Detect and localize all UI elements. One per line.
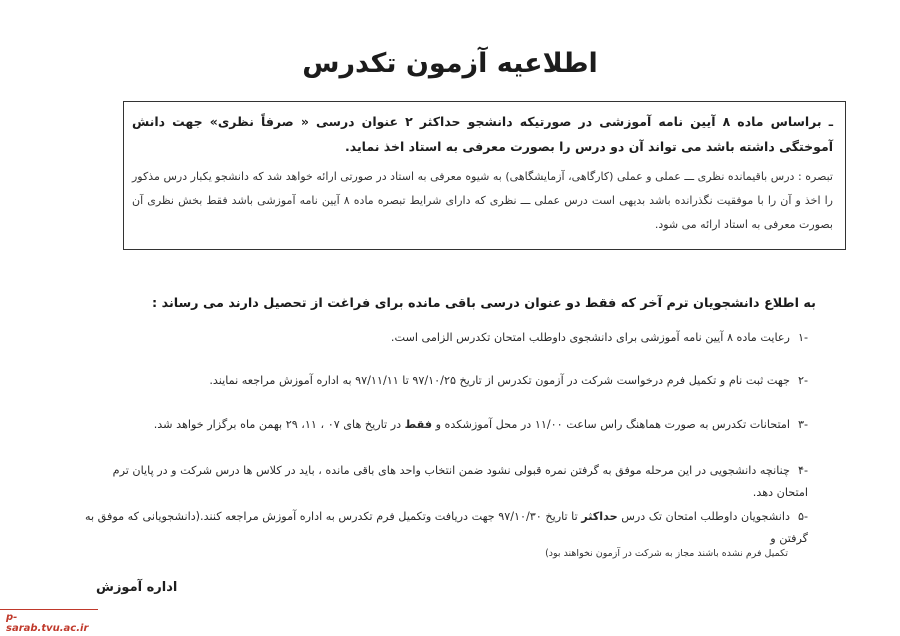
item-number: -۱ bbox=[797, 331, 808, 344]
list-item bbox=[88, 460, 808, 504]
list-item bbox=[88, 370, 808, 392]
item-text: رعایت ماده ۸ آیین نامه آموزشی برای دانشجوی داوطلب امتحان تکدرس الزامی است. bbox=[390, 331, 790, 344]
item-text-part: تا تاریخ ۹۷/۱۰/۳۰ جهت دریافت وتکمیل فرم تکدرس به اداره آموزش مراجعه کنند.(دانشجویانی که موفق به گرفتن و bbox=[84, 510, 808, 545]
item-text: چنانچه دانشجویی در این مرحله موفق به گرفتن نمره قبولی نشود ضمن انتخاب واحد های باقی مانده ، باید در کلاس ها درس شرکت و در پایان ترم امتحان دهد. bbox=[112, 464, 808, 499]
notice-box bbox=[123, 101, 846, 250]
item-number: -۴ bbox=[797, 464, 808, 477]
item-number: -۳ bbox=[797, 418, 808, 431]
item-text-part: در تاریخ های ۰۷ ، ۱۱، ۲۹ بهمن ماه برگزار خواهد شد. bbox=[153, 418, 405, 431]
item-number: -۲ bbox=[797, 374, 808, 387]
signature: اداره آموزش bbox=[96, 580, 178, 595]
item-text-part: امتحانات تکدرس به صورت هماهنگ راس ساعت ۱۱/۰۰ در محل آموزشکده و bbox=[432, 418, 790, 431]
intro-heading: به اطلاع دانشجویان ترم آخر که فقط دو عنوان درسی باقی مانده برای فراغت از تحصیل دارند می رساند : bbox=[152, 296, 816, 311]
item-number: -۵ bbox=[797, 510, 808, 523]
list-item bbox=[78, 506, 808, 550]
item-text-part: دانشجویان داوطلب امتحان تک درس bbox=[617, 510, 790, 523]
notice-note-text: تبصره : درس باقیمانده نظری ـــ عملی و عملی (کارگاهی، آزمایشگاهی) به شیوه معرفی به استاد در صورتی ارائه خواهد شد که دانشجو یکبار درس مذکور را اخذ و آن را با موفقیت نگذرانده باشد بدیهی است درس عملی ـــ نظری که دارای شرایط تبصره ماده ۸ آیین نامه آموزشی باشد فقط بخش نظری آن بصورت معرفی به استاد ارائه می شود. bbox=[132, 170, 833, 231]
item-emphasis: حداکثر bbox=[581, 510, 618, 523]
notice-main-text: ـ براساس ماده ۸ آیین نامه آموزشی در صورتیکه دانشجو حداکثر ۲ عنوان درسی « صرفاً نظری» جهت دانش آموختگی داشته باشد می تواند آن دو درس را بصورت معرفی به استاد اخذ نماید. bbox=[132, 114, 833, 154]
item-emphasis: فقط bbox=[404, 418, 433, 431]
list-item bbox=[88, 414, 808, 436]
item-continuation: تکمیل فرم نشده باشند مجاز به شرکت در آزمون نخواهند بود) bbox=[545, 548, 788, 559]
watermark-badge bbox=[0, 609, 98, 634]
item-text: جهت ثبت نام و تکمیل فرم درخواست شرکت در آزمون تکدرس از تاریخ ۹۷/۱۰/۲۵ تا ۹۷/۱۱/۱۱ به اداره آموزش مراجعه نمایند. bbox=[209, 374, 790, 387]
page-title: اطلاعیه آزمون تکدرس bbox=[302, 48, 598, 79]
watermark-url: p-sarab.tvu.ac.ir bbox=[6, 612, 89, 634]
list-item bbox=[88, 327, 808, 349]
